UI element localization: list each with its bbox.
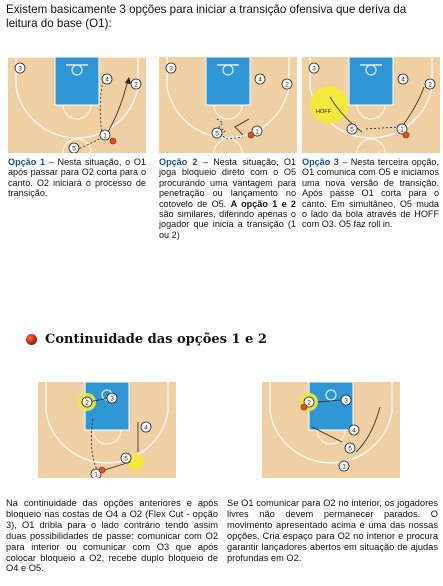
intro-paragraph: Existem basicamente 3 opções para iniciar a transição ofensiva que deriva da leitura do base (O1):: [6, 3, 407, 30]
ball-icon: [301, 404, 307, 410]
option-2-bold: A opção 1 e 2: [230, 198, 296, 209]
player-marker: 1: [400, 126, 404, 134]
player-marker: 3: [18, 65, 22, 73]
player-marker: 2: [428, 81, 432, 89]
diagram-option-3: [302, 57, 440, 153]
ball-icon: [99, 467, 105, 473]
player-marker: 5: [350, 126, 354, 134]
player-marker: 1: [103, 132, 107, 140]
option-2-label: Opção 2: [159, 157, 198, 167]
hoff-label: HOFF: [316, 109, 331, 115]
caption-option-1: [8, 157, 146, 199]
player-marker: 5: [348, 445, 352, 453]
continuity-text-left: Na continuidade das opções anteriores e após bloqueio nas costas de O4 a O2 (Flex Cut - opção 3), O1 dribla para o lado contrário tendo assim duas possibilidades de passe: comunicar com O2 para interior ou comunicar com O3 que após colocar bloqueio a O2, recebe duplo bloqueio de O4 e O5.: [6, 498, 218, 574]
player-marker: 5: [215, 130, 219, 138]
highlight-zone: [310, 86, 348, 124]
continuity-text-right: Se O1 comunicar para O2 no interior, os jogadores livres não devem permanecer parados. O movimento apresentado acima é uma das nossas opções. Cria espaço para O2 no interior e procura garantir lançadores abertos em situação de ajudas profundas em O2.: [227, 498, 438, 563]
ball-icon: [403, 132, 409, 138]
player-marker: 4: [352, 427, 356, 435]
ball-icon: [110, 138, 116, 144]
section-heading: [26, 332, 267, 347]
player-marker: 3: [312, 65, 316, 73]
option-2-text: – Nesta situação, O1 joga bloqueio direto com o O5 procurando uma vantagem para penetração ou lançamento no cotovelo de O5.: [159, 157, 296, 209]
player-marker: 3: [344, 397, 348, 405]
caption-option-2: [159, 157, 296, 240]
option-3-label: Opção 3: [302, 157, 339, 167]
caption-option-3: [302, 157, 439, 230]
player-marker: 3: [169, 65, 173, 73]
player-marker: 2: [134, 81, 138, 89]
diagram-option-2: [159, 57, 297, 153]
option-1-text: – Nesta situação, o O1 após passar para O2 corta para o canto. O2 iniciará o processo de transição.: [8, 157, 146, 199]
section-title: Continuidade das opções 1 e 2: [45, 332, 267, 347]
player-marker: 2: [307, 399, 311, 407]
option-3-text: – Nesta terceira opção, O1 comunica com O5 e iniciamos uma nova versão de transição. Após passe O1 corta para o canto. Em simultâneo, O5 muda o lado da bola através de HOFF com O3. O5 faz roll in.: [302, 157, 439, 230]
player-marker: 5: [124, 455, 128, 463]
player-marker: 4: [401, 76, 405, 84]
player-marker: 4: [144, 424, 148, 432]
player-marker: 3: [110, 395, 114, 403]
player-marker: 4: [105, 76, 109, 84]
diagram-option-1: [8, 57, 146, 153]
bullet-icon: [26, 334, 37, 345]
player-marker: 1: [255, 128, 259, 136]
ball-icon: [248, 132, 254, 138]
player-marker: 5: [72, 145, 76, 153]
diagram-continuity-2: [262, 382, 400, 478]
diagram-continuity-1: [38, 382, 176, 478]
player-marker: 1: [94, 471, 98, 478]
player-marker: 2: [285, 81, 289, 89]
option-2-text-after: são similares, diferindo apenas o jogador que inicia a transição (1 ou 2): [159, 209, 296, 240]
player-marker: 4: [258, 76, 262, 84]
option-1-label: Opção 1: [8, 157, 46, 167]
player-marker: 1: [342, 463, 346, 471]
player-marker: 2: [85, 399, 89, 407]
